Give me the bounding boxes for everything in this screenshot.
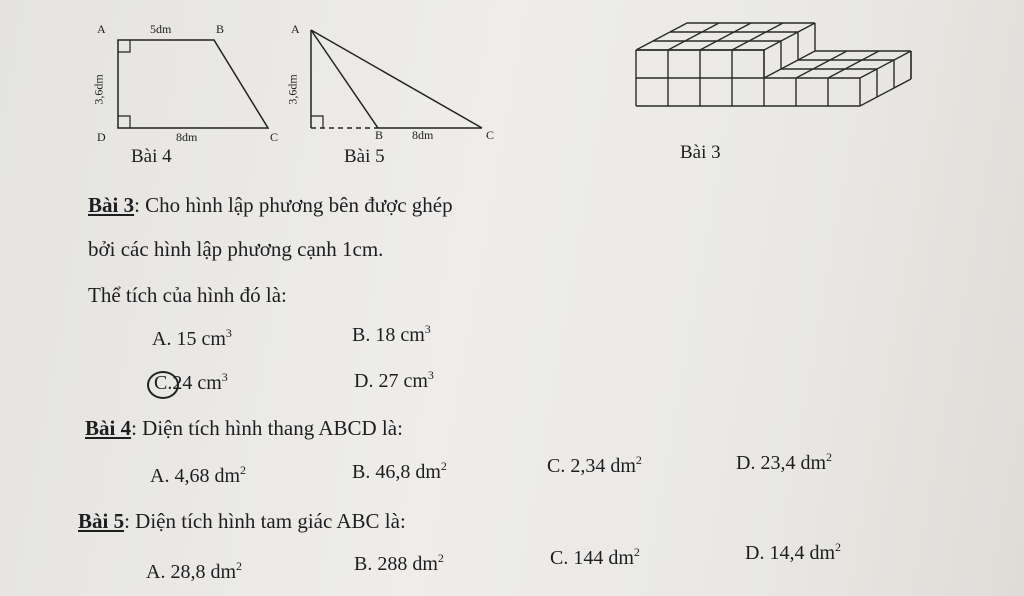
question-5-line [78,509,406,534]
triangle-abc-figure [311,30,482,128]
question-4-option-d: D. 23,4 $dm^2$ [736,450,832,474]
vertex-label-c: C [270,130,279,144]
vertex-label-b: B [375,128,384,142]
vertex-label-c: C [486,128,495,142]
question-3-text: : Cho hình lập phương bên được ghép [134,193,453,217]
question-5-title: Bài 5 [78,509,125,533]
vertex-label-a: A [291,22,300,36]
cube-stack-figure [636,23,911,106]
question-3-line-1 [88,193,453,218]
question-4-text: : Diện tích hình thang ABCD là: [131,416,403,440]
question-5-text: : Diện tích hình tam giác ABC là: [124,509,406,533]
figure-caption-bai-5: Bài 5 [344,146,385,167]
question-4-title: Bài 4 [85,416,132,440]
question-3-option-b: B. 18 $cm^3$ [352,322,431,346]
vertex-label-d: D [97,130,106,144]
trapezoid-abcd-figure [118,40,268,128]
vertex-label-b: B [216,22,225,36]
side-label-ab: 5dm [150,22,172,36]
question-3-line-2: bởi các hình lập phương cạnh 1cm. [88,237,384,261]
question-3-option-c: C.24 $cm^3$ [154,370,228,394]
question-5-option-d: D. 14,4 $dm^2$ [745,540,841,564]
figure-caption-bai-4: Bài 4 [131,146,172,167]
question-5-option-a: A. 28,8 $dm^2$ [146,559,242,583]
question-4-option-b: B. 46,8 $dm^2$ [352,459,447,483]
side-label-bc: 8dm [412,128,434,142]
question-3-title: Bài 3 [88,193,135,217]
question-4-option-a: A. 4,68 $dm^2$ [150,463,246,487]
question-4-line [85,416,403,441]
question-3-option-a: A. 15 $cm^3$ [152,326,232,350]
height-label: 3,6dm [285,74,300,105]
height-label: 3,6dm [91,74,106,105]
question-3-line-3: Thể tích của hình đó là: [88,283,287,307]
side-label-dc: 8dm [176,130,198,144]
figure-caption-bai-3: Bài 3 [680,142,721,163]
question-3-option-d: D. 27 $cm^3$ [354,368,434,392]
question-4-option-c: C. 2,34 $dm^2$ [547,453,642,477]
question-5-option-c: C. 144 $dm^2$ [550,545,640,569]
question-5-option-b: B. 288 $dm^2$ [354,551,444,575]
vertex-label-a: A [97,22,106,36]
